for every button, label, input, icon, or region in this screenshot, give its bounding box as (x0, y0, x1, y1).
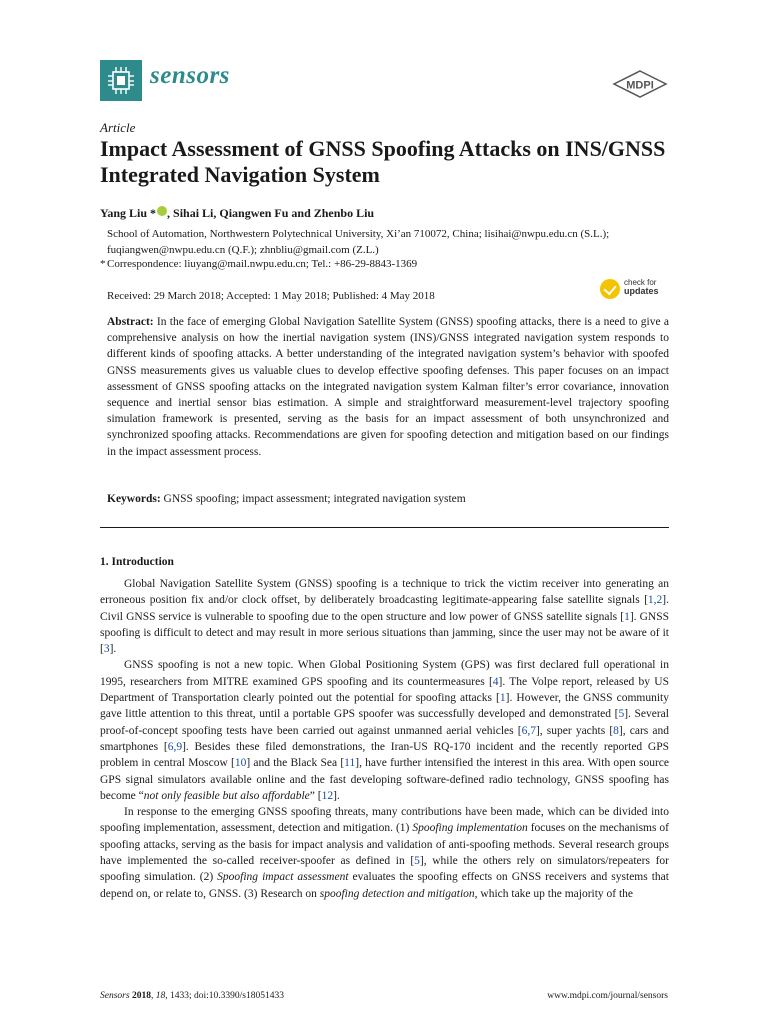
text-run: ]. Several proof-of-concept spoofing tests have been carried out against unmanned aerial vehicles [ (100, 708, 669, 737)
check-icon (600, 279, 620, 299)
correspondence-star: * (100, 258, 106, 270)
journal-logo-icon (100, 60, 142, 101)
divider (100, 527, 669, 528)
check-for-updates-badge[interactable] (600, 278, 680, 302)
text-run: ]. (333, 789, 340, 802)
text-run: ], while the others rely on simulators/repeaters for spoofing simulation. (2) (100, 855, 669, 884)
correspondence-text: Correspondence: liuyang@mail.nwpu.edu.cn; Tel.: +86-29-8843-1369 (107, 258, 418, 270)
footer-year: 2018 (131, 991, 151, 1001)
citation-link[interactable]: 6,9 (167, 740, 183, 753)
footer-citation: Sensors 2018, 18, 1433; doi:10.3390/s18051433 (100, 991, 284, 1001)
citation-link[interactable]: 1 (499, 692, 506, 705)
emphasis: not only feasible but also affordable (143, 789, 310, 802)
text-run: , which take up the majority of the (474, 887, 634, 900)
correspondence (100, 258, 417, 270)
paragraph-1 (100, 576, 669, 657)
citation-link[interactable]: 11 (344, 757, 356, 770)
check-line1: check for (624, 278, 657, 287)
citation-link[interactable]: 1,2 (647, 594, 663, 607)
text-run: evaluates the spoofing effects on GNSS receivers and systems that depend on, or relate to, GNSS. (3) Research on (100, 871, 669, 900)
citation-link[interactable]: 6,7 (521, 724, 536, 737)
keywords-text: GNSS spoofing; impact assessment; integrated navigation system (160, 493, 466, 505)
footer-journal: Sensors (100, 991, 130, 1001)
citation-link[interactable]: 10 (234, 757, 247, 770)
emphasis: Spoofing implementation (412, 822, 528, 835)
section-heading: 1. Introduction (100, 556, 174, 568)
text-run: In response to the emerging GNSS spoofing threats, many contributions have been made, which can be divided into spoofing implementation, assessment, detection and mitigation. (1) (100, 806, 669, 835)
text-run: ” [ (309, 789, 322, 802)
publisher-label: MDPI (626, 79, 654, 92)
text-run: ]. Civil GNSS service is vulnerable to spoofing due to the open structure and low power of GNSS satellite signals [ (100, 594, 669, 623)
affiliation: School of Automation, Northwestern Polytechnical University, Xi’an 710072, China; lisihai@nwpu.edu.cn (S.L.); fuqiangwen@nwpu.edu.cn (Q.F.); zhnbliu@gmail.com (Z.L.) (107, 228, 610, 256)
keywords (107, 493, 669, 505)
footer-doi[interactable]: , 1433; doi:10.3390/s18051433 (165, 991, 284, 1001)
text-run: ], super yachts [ (535, 724, 614, 737)
text-run: Global Navigation Satellite System (GNSS) spoofing is a technique to trick the victim receiver into generating an erroneous position fix and/or clock offset, by deliberately broadcasting legitimate-appearing false satellite signals [ (100, 578, 669, 607)
citation-link[interactable]: 4 (492, 675, 499, 688)
emphasis: spoofing detection and mitigation (319, 887, 475, 900)
body-text (100, 576, 669, 902)
footer-url[interactable]: www.mdpi.com/journal/sensors (547, 991, 668, 1001)
keywords-label: Keywords: (107, 493, 161, 505)
footer-volume: 18 (155, 991, 166, 1001)
citation-link[interactable]: 3 (103, 643, 110, 656)
citation-link[interactable]: 5 (414, 855, 420, 868)
citation-link[interactable]: 1 (624, 610, 630, 623)
text-run: ] and the Black Sea [ (246, 757, 345, 770)
text-run: ]. GNSS spoofing is difficult to detect and may result in more serious situations than jamming, since the user may not be aware of it [ (100, 610, 669, 656)
orcid-icon[interactable] (157, 206, 167, 216)
emphasis: Spoofing impact assessment (217, 871, 349, 884)
text-run: GNSS spoofing is not a new topic. When Global Positioning System (GPS) was first declared full operational in 1995, researchers from MITRE examined GPS spoofing and its countermeasures [ (100, 659, 669, 688)
citation-link[interactable]: 5 (618, 708, 625, 721)
abstract-text: In the face of emerging Global Navigation Satellite System (GNSS) spoofing attacks, there is a need to give a comprehensive analysis on how the inertial navigation system (INS)/GNSS integrated navigation system responds to different kinds of spoofing attacks. A better understanding of the integrated navigation system’s behavior with spoofed GNSS measurements gives us valuable clues to develop effective spoofing defenses. This paper focuses on an impact assessment of GNSS spoofing attacks on the integrated navigation system Kalman filter’s error covariance, innovation sequence and inertial sensor bias estimation. A simple and straightforward measurement-level trajectory spoofing simulation framework is presented, serving as the basis for an impact assessment of both unsynchronized and synchronized spoofing attacks. Recommendations are given for spoofing detection and mitigation based on our findings in the impact assessment process. (107, 316, 669, 458)
abstract (107, 314, 669, 460)
text-run: ]. Besides these filed demonstrations, the Iran-US RQ-170 incident and the recently reported GPS problem in central Moscow [ (100, 740, 669, 770)
journal-name: sensors (150, 62, 230, 89)
text-run: ]. The Volpe report, released by US Department of Transportation clearly pointed out the potential for spoofing attacks [ (100, 675, 669, 705)
text-run: ]. However, the GNSS community gave little attention to this threat, until a portable GPS spoofer was successfully developed and demonstrated [ (100, 692, 669, 721)
citation-link[interactable]: 8 (613, 724, 619, 737)
other-authors: , Sihai Li, Qiangwen Fu and Zhenbo Liu (167, 206, 375, 220)
article-type: Article (100, 120, 136, 135)
text-run: ]. (109, 643, 117, 656)
paragraph-3 (100, 804, 669, 902)
mdpi-logo-icon (612, 70, 668, 98)
paper-title: Impact Assessment of GNSS Spoofing Attacks on INS/GNSS Integrated Navigation System (100, 136, 666, 187)
check-line2: updates (624, 286, 659, 296)
paragraph-2 (100, 657, 669, 804)
citation-link[interactable]: 12 (321, 789, 334, 802)
text-run: focuses on the mechanisms of spoofing attacks, serving as the basis for impact analysis and validation of anti-spoofing methods. Several research groups have implemented the so-called receiver-spoofer as defined in [ (100, 822, 670, 868)
text-run: ], have further intensified the interest in this area. With open source GPS signal simulators available online and the fast developing software-defined radio technology, GNSS spoofing has become “ (100, 757, 669, 802)
first-author[interactable]: Yang Liu * (100, 206, 157, 220)
author-list (100, 206, 374, 221)
publication-dates: Received: 29 March 2018; Accepted: 1 May 2018; Published: 4 May 2018 (107, 290, 435, 302)
abstract-label: Abstract: (107, 316, 154, 328)
text-run: ], cars and smartphones [ (100, 724, 670, 753)
